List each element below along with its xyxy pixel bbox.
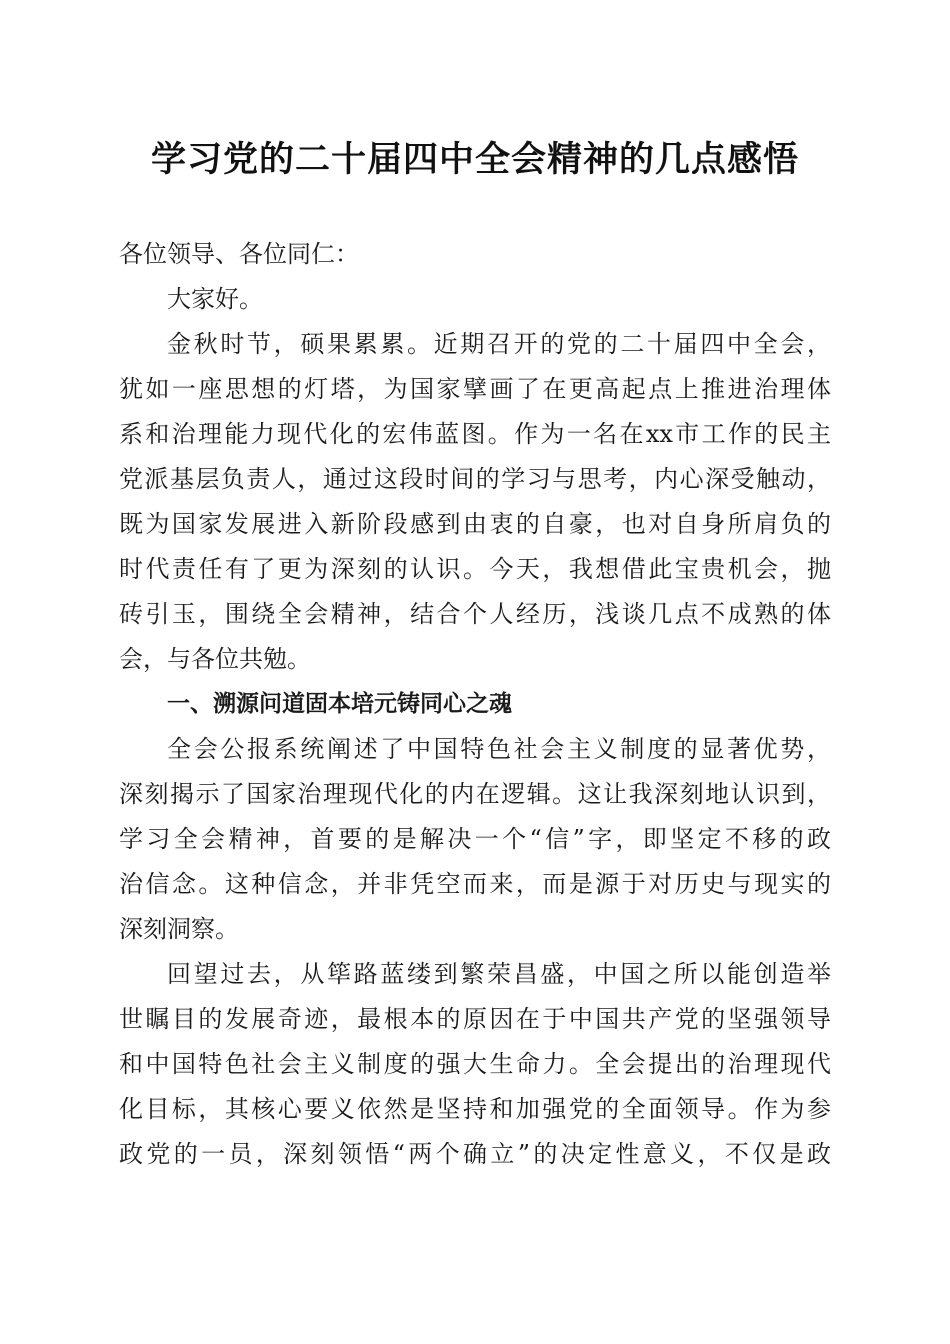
paragraph-line: 金秋时节，硕果累累。近期召开的党的二十届四中全会， bbox=[167, 330, 831, 358]
paragraph-line: 回望过去，从筚路蓝缕到繁荣昌盛，中国之所以能创造举 bbox=[167, 960, 831, 988]
paragraph-line: 砖引玉，围绕全会精神，结合个人经历，浅谈几点不成熟的体 bbox=[119, 600, 831, 628]
paragraph-line: 化目标，其核心要义依然是坚持和加强党的全面领导。作为参 bbox=[119, 1095, 831, 1123]
paragraph-line: 既为国家发展进入新阶段感到由衷的自豪，也对自身所肩负的 bbox=[119, 510, 831, 538]
paragraph-line: 学习全会精神，首要的是解决一个“信”字，即坚定不移的政 bbox=[119, 825, 831, 853]
paragraph-line: 全会公报系统阐述了中国特色社会主义制度的显著优势， bbox=[167, 735, 831, 763]
paragraph-line: 会，与各位共勉。 bbox=[119, 645, 311, 673]
paragraph-line: 时代责任有了更为深刻的认识。今天，我想借此宝贵机会，抛 bbox=[119, 555, 831, 583]
paragraph-line: 党派基层负责人，通过这段时间的学习与思考，内心深受触动， bbox=[119, 465, 831, 493]
paragraph-line: 政党的一员，深刻领悟“两个确立”的决定性意义，不仅是政 bbox=[119, 1140, 831, 1168]
paragraph-line: 系和治理能力现代化的宏伟蓝图。作为一名在xx市工作的民主 bbox=[119, 420, 831, 448]
paragraph-line: 世瞩目的发展奇迹，最根本的原因在于中国共产党的坚强领导 bbox=[119, 1005, 831, 1033]
paragraph-line: 深刻洞察。 bbox=[119, 915, 239, 943]
salutation: 各位领导、各位同仁： bbox=[119, 240, 359, 268]
section-heading: 一、溯源问道固本培元铸同心之魂 bbox=[167, 691, 512, 717]
paragraph-line: 和中国特色社会主义制度的强大生命力。全会提出的治理现代 bbox=[119, 1050, 831, 1078]
paragraph-line: 深刻揭示了国家治理现代化的内在逻辑。这让我深刻地认识到， bbox=[119, 780, 831, 808]
document-title: 学习党的二十届四中全会精神的几点感悟 bbox=[150, 139, 799, 180]
document-body bbox=[119, 232, 831, 1177]
greeting: 大家好。 bbox=[167, 285, 263, 313]
paragraph-line: 治信念。这种信念，并非凭空而来，而是源于对历史与现实的 bbox=[119, 870, 831, 898]
paragraph-line: 犹如一座思想的灯塔，为国家擘画了在更高起点上推进治理体 bbox=[119, 375, 831, 403]
